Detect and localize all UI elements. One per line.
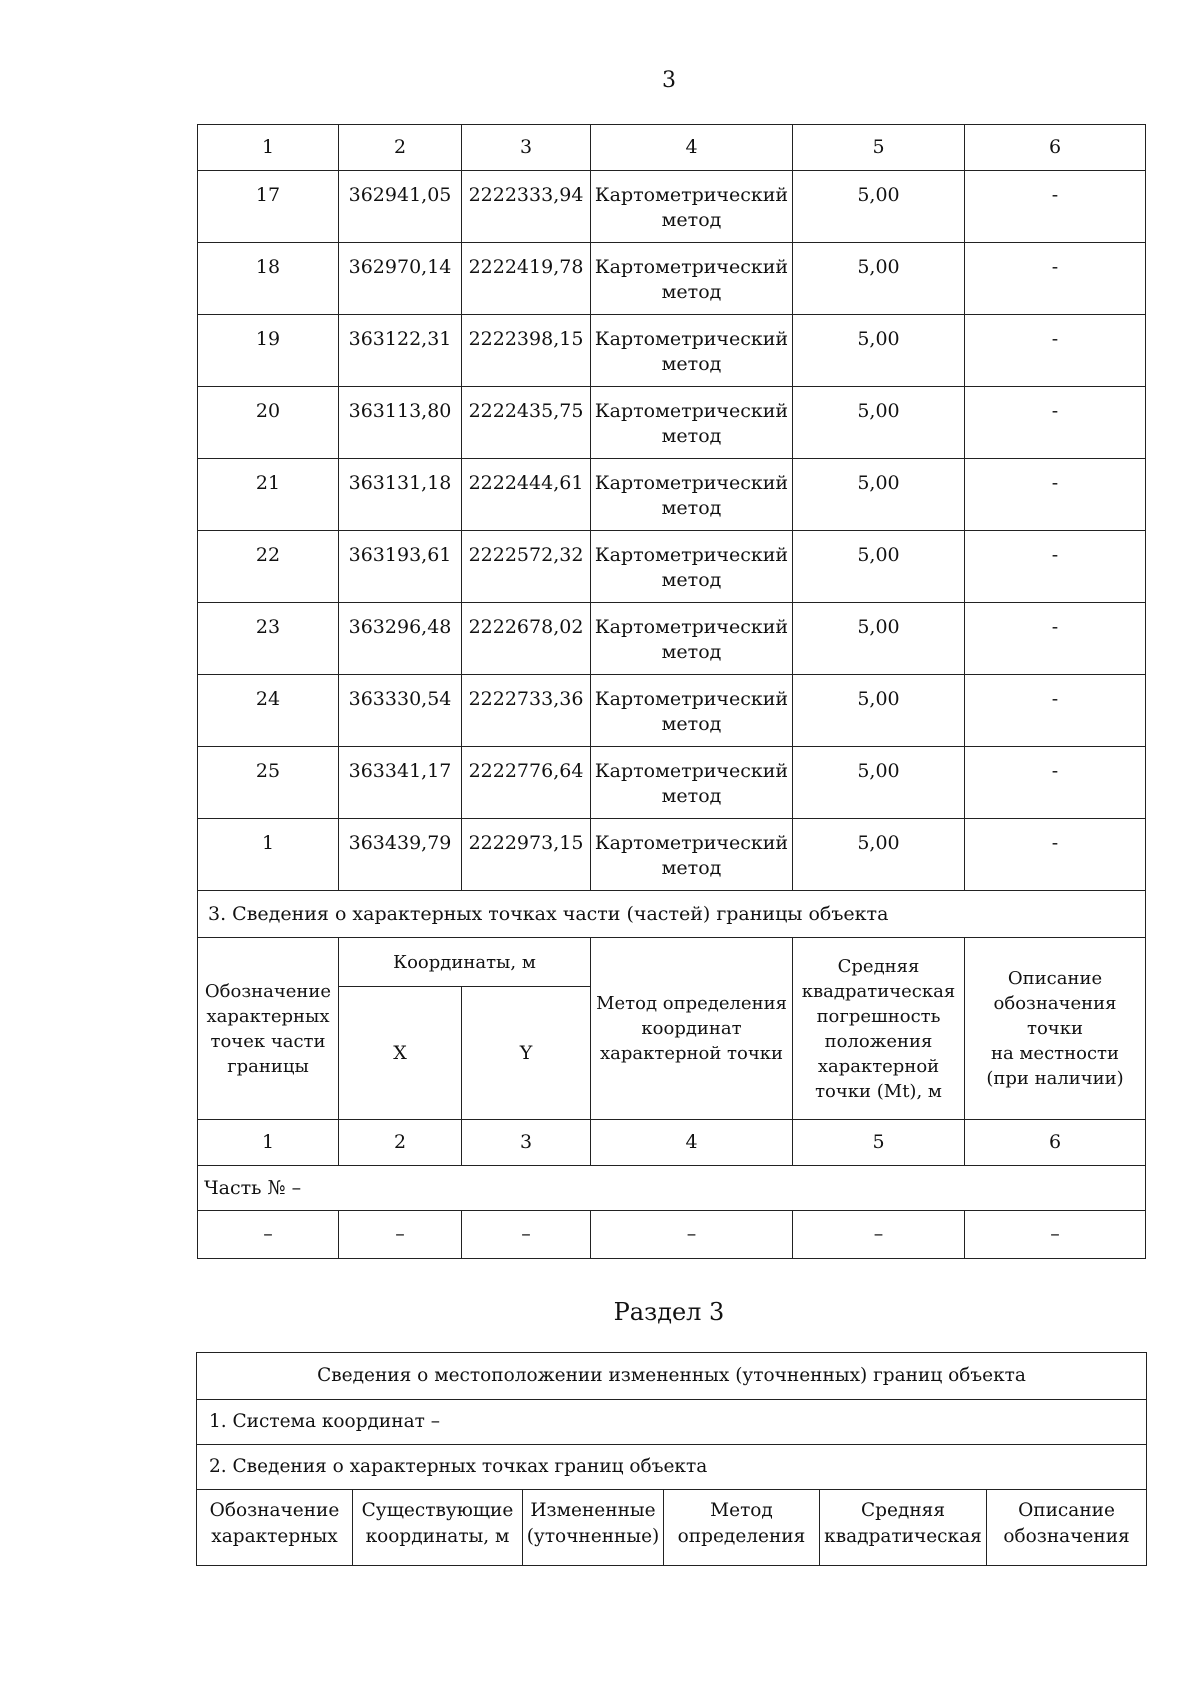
header-line: Обозначение	[209, 1500, 340, 1521]
point-number-cell: 25	[198, 747, 339, 819]
y-coordinate-cell: 2222776,64	[462, 747, 591, 819]
description-cell: -	[965, 315, 1146, 387]
header-line: (уточненные)	[526, 1526, 660, 1547]
header-line: погрешность	[816, 1005, 941, 1027]
column-number-cell: 5	[793, 1120, 965, 1166]
description-cell: -	[965, 459, 1146, 531]
header-existing-coordinates	[353, 1490, 523, 1566]
header-line: Метод	[710, 1500, 773, 1521]
table-row	[198, 747, 1146, 819]
x-coordinate-cell: 362970,14	[339, 243, 462, 315]
table-row	[198, 171, 1146, 243]
boundary-points-table	[197, 124, 1146, 1259]
header-line: точки (Mt), м	[815, 1080, 942, 1102]
method-line: метод	[661, 785, 722, 807]
description-cell: -	[965, 675, 1146, 747]
changed-boundaries-table	[196, 1352, 1147, 1566]
error-cell: 5,00	[793, 243, 965, 315]
y-coordinate-cell: 2222419,78	[462, 243, 591, 315]
column-number-cell: 4	[591, 1120, 793, 1166]
point-number-cell: 23	[198, 603, 339, 675]
page-number: 3	[662, 68, 676, 93]
description-cell: -	[965, 819, 1146, 891]
column-number-cell: 3	[462, 1120, 591, 1166]
table-row	[198, 531, 1146, 603]
point-number-cell: 19	[198, 315, 339, 387]
method-cell	[591, 243, 793, 315]
method-line: метод	[661, 857, 722, 879]
header-line: характерных	[206, 1005, 330, 1027]
header-line: обозначения	[993, 993, 1117, 1014]
y-header: Y	[462, 987, 591, 1120]
x-coordinate-cell: 363330,54	[339, 675, 462, 747]
empty-cell: –	[198, 1211, 339, 1259]
column-number-cell: 1	[198, 125, 339, 171]
method-cell	[591, 819, 793, 891]
y-coordinate-cell: 2222333,94	[462, 171, 591, 243]
section-heading: Раздел 3	[613, 1298, 725, 1326]
header-line: (при наличии)	[986, 1068, 1124, 1089]
table-row	[198, 315, 1146, 387]
description-cell: -	[965, 603, 1146, 675]
error-cell: 5,00	[793, 675, 965, 747]
column-number-row	[198, 125, 1146, 171]
header-method	[664, 1490, 820, 1566]
column-number-cell: 3	[462, 125, 591, 171]
method-line: Картометрический	[594, 472, 789, 494]
error-cell: 5,00	[793, 819, 965, 891]
error-cell: 5,00	[793, 747, 965, 819]
header-line: Описание	[1018, 1500, 1115, 1521]
x-coordinate-cell: 363296,48	[339, 603, 462, 675]
method-line: метод	[661, 425, 722, 447]
header-line: характерной	[817, 1055, 940, 1077]
method-cell	[591, 315, 793, 387]
header-line: точек части	[210, 1030, 326, 1052]
header-line: определения	[677, 1526, 806, 1547]
method-line: Картометрический	[594, 328, 789, 350]
column-number-cell: 6	[965, 125, 1146, 171]
empty-cell: –	[591, 1211, 793, 1259]
table-row	[198, 243, 1146, 315]
empty-cell: –	[793, 1211, 965, 1259]
method-line: метод	[661, 641, 722, 663]
header-line: Описание	[1007, 968, 1103, 989]
method-cell	[591, 387, 793, 459]
header-line: квадратическая	[801, 980, 956, 1002]
method-line: Картометрический	[594, 400, 789, 422]
error-cell: 5,00	[793, 603, 965, 675]
point-number-cell: 24	[198, 675, 339, 747]
x-coordinate-cell: 363131,18	[339, 459, 462, 531]
method-line: Картометрический	[594, 184, 789, 206]
coordinate-system-label: 1. Система координат –	[197, 1400, 1147, 1445]
point-number-cell: 17	[198, 171, 339, 243]
header-line: Обозначение	[204, 980, 332, 1002]
y-coordinate-cell: 2222398,15	[462, 315, 591, 387]
header-line: Метод определения	[596, 993, 787, 1014]
point-number-cell: 22	[198, 531, 339, 603]
point-designation-header	[198, 938, 339, 1120]
column-number-cell: 6	[965, 1120, 1146, 1166]
method-line: Картометрический	[594, 256, 789, 278]
description-header	[965, 938, 1146, 1120]
header-line: Средняя	[860, 1500, 945, 1521]
table-row	[198, 1211, 1146, 1259]
point-number-cell: 18	[198, 243, 339, 315]
method-line: Картометрический	[594, 832, 789, 854]
description-cell: -	[965, 531, 1146, 603]
description-cell: -	[965, 747, 1146, 819]
y-coordinate-cell: 2222444,61	[462, 459, 591, 531]
y-coordinate-cell: 2222733,36	[462, 675, 591, 747]
method-cell	[591, 603, 793, 675]
header-changed-coordinates	[523, 1490, 664, 1566]
y-coordinate-cell: 2222435,75	[462, 387, 591, 459]
x-coordinate-cell: 363122,31	[339, 315, 462, 387]
y-coordinate-cell: 2222678,02	[462, 603, 591, 675]
table-row	[198, 459, 1146, 531]
error-cell: 5,00	[793, 531, 965, 603]
header-line: координаты, м	[365, 1526, 510, 1547]
x-header: X	[339, 987, 462, 1120]
empty-cell: –	[339, 1211, 462, 1259]
header-line: точки	[1027, 1018, 1083, 1039]
part-number-label: Часть № –	[198, 1166, 1146, 1211]
description-cell: -	[965, 387, 1146, 459]
header-line: характерных	[211, 1526, 338, 1547]
point-number-cell: 1	[198, 819, 339, 891]
header-line: обозначения	[1003, 1526, 1130, 1547]
header-line: квадратическая	[824, 1526, 982, 1547]
header-point-designation	[197, 1490, 353, 1566]
column-number-cell: 1	[198, 1120, 339, 1166]
x-coordinate-cell: 363113,80	[339, 387, 462, 459]
empty-cell: –	[462, 1211, 591, 1259]
method-cell	[591, 747, 793, 819]
method-header	[591, 938, 793, 1120]
section-3-title: 3. Сведения о характерных точках части (частей) границы объекта	[198, 891, 1146, 938]
header-description	[987, 1490, 1147, 1566]
description-cell: -	[965, 171, 1146, 243]
method-line: Картометрический	[594, 688, 789, 710]
y-coordinate-cell: 2222973,15	[462, 819, 591, 891]
header-line: положения	[824, 1030, 933, 1052]
error-cell: 5,00	[793, 171, 965, 243]
table-row	[198, 675, 1146, 747]
header-error	[820, 1490, 987, 1566]
changed-boundaries-title: Сведения о местоположении измененных (уточненных) границ объекта	[197, 1353, 1147, 1400]
method-line: метод	[661, 281, 722, 303]
column-number-cell: 4	[591, 125, 793, 171]
x-coordinate-cell: 363439,79	[339, 819, 462, 891]
column-number-row	[198, 1120, 1146, 1166]
method-line: метод	[661, 353, 722, 375]
method-line: метод	[661, 209, 722, 231]
column-number-cell: 2	[339, 1120, 462, 1166]
coordinates-header: Координаты, м	[339, 938, 591, 987]
error-cell: 5,00	[793, 459, 965, 531]
method-line: метод	[661, 497, 722, 519]
header-line: координат	[641, 1018, 742, 1039]
method-line: Картометрический	[594, 760, 789, 782]
method-line: Картометрический	[594, 616, 789, 638]
table-row	[198, 819, 1146, 891]
method-line: метод	[661, 713, 722, 735]
description-cell: -	[965, 243, 1146, 315]
method-line: метод	[661, 569, 722, 591]
column-number-cell: 2	[339, 125, 462, 171]
method-cell	[591, 675, 793, 747]
point-number-cell: 20	[198, 387, 339, 459]
header-line: Средняя	[837, 955, 920, 977]
error-cell: 5,00	[793, 315, 965, 387]
boundary-points-title: 2. Сведения о характерных точках границ объекта	[197, 1445, 1147, 1490]
header-line: характерной точки	[599, 1043, 783, 1064]
header-line: Измененные	[530, 1500, 656, 1521]
table-row	[198, 603, 1146, 675]
error-header	[793, 938, 965, 1120]
column-number-cell: 5	[793, 125, 965, 171]
empty-cell: –	[965, 1211, 1146, 1259]
method-cell	[591, 531, 793, 603]
table-row	[198, 387, 1146, 459]
x-coordinate-cell: 362941,05	[339, 171, 462, 243]
x-coordinate-cell: 363193,61	[339, 531, 462, 603]
point-number-cell: 21	[198, 459, 339, 531]
method-cell	[591, 459, 793, 531]
header-line: на местности	[990, 1043, 1119, 1064]
header-line: Существующие	[361, 1500, 514, 1521]
y-coordinate-cell: 2222572,32	[462, 531, 591, 603]
method-cell	[591, 171, 793, 243]
x-coordinate-cell: 363341,17	[339, 747, 462, 819]
header-line: границы	[227, 1055, 309, 1077]
error-cell: 5,00	[793, 387, 965, 459]
method-line: Картометрический	[594, 544, 789, 566]
